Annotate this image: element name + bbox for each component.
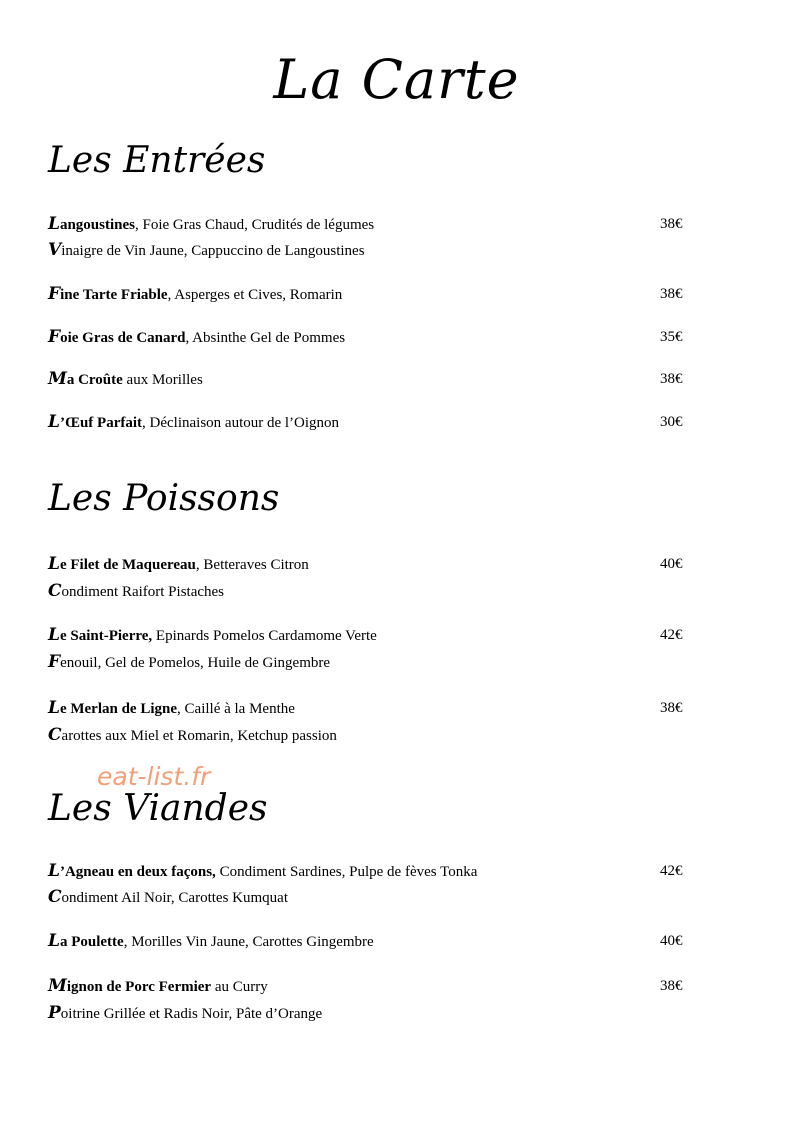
dish-description: , Asperges et Cives, Romarin [167, 287, 343, 303]
dish-name: ine Tarte Friable [60, 287, 168, 303]
dish-name: e Filet de Maquereau [59, 557, 196, 573]
section-title-poissons: Les Poissons [48, 478, 280, 519]
dish-price: 38€ [660, 978, 683, 994]
menu-item-agneau: L’Agneau en deux façons, Condiment Sardines, Pulpe de fèves Tonka [48, 861, 478, 881]
menu-item-merlan: Le Merlan de Ligne, Caillé à la Menthe [48, 698, 295, 718]
dish-description-line2: Condiment Raifort Pistaches [48, 581, 225, 601]
dish-description: , Foie Gras Chaud, Crudités de légumes [134, 217, 375, 233]
dish-price: 38€ [660, 216, 683, 232]
dish-description: , Betteraves Citron [195, 557, 309, 573]
dish-description: , Déclinaison autour de l’Oignon [142, 415, 340, 431]
dish-price: 35€ [660, 329, 683, 345]
section-title-viandes: Les Viandes [48, 788, 268, 829]
menu-item-oeuf-parfait: L’Œuf Parfait, Déclinaison autour de l’Oignon [48, 412, 340, 432]
watermark: eat-list.fr [97, 762, 211, 791]
dish-name: ignon de Porc Fermier [66, 979, 212, 995]
menu-item-saint-pierre: Le Saint-Pierre, Epinards Pomelos Cardamome Verte [48, 625, 377, 645]
dish-description: Epinards Pomelos Cardamome Verte [152, 628, 377, 644]
dish-description: , Absinthe Gel de Pommes [185, 330, 346, 346]
dish-name: a Poulette [59, 934, 124, 950]
dish-description-line2: Poitrine Grillée et Radis Noir, Pâte d’Orange [48, 1003, 323, 1023]
section-title-entrees: Les Entrées [48, 140, 266, 181]
menu-item-maquereau: Le Filet de Maquereau, Betteraves Citron [48, 554, 309, 574]
dish-price: 30€ [660, 414, 683, 430]
dish-price: 38€ [660, 286, 683, 302]
dish-description-line2: Vinaigre de Vin Jaune, Cappuccino de Langoustines [48, 240, 365, 260]
dish-name: e Saint-Pierre, [59, 628, 153, 644]
menu-item-foie-gras: Foie Gras de Canard, Absinthe Gel de Pommes [48, 327, 346, 347]
menu-item-mignon-porc: Mignon de Porc Fermier au Curry [48, 976, 268, 996]
dish-name: angoustines [59, 217, 135, 233]
dish-description-line2: Carottes aux Miel et Romarin, Ketchup passion [48, 725, 337, 745]
dish-price: 42€ [660, 863, 683, 879]
dish-price: 38€ [660, 371, 683, 387]
dish-description: Condiment Sardines, Pulpe de fèves Tonka [215, 864, 478, 880]
menu-item-poulette: La Poulette, Morilles Vin Jaune, Carottes Gingembre [48, 931, 374, 951]
dish-price: 40€ [660, 933, 683, 949]
dish-name: ’Œuf Parfait [59, 415, 143, 431]
dish-name: a Croûte [66, 372, 123, 388]
menu-item-langoustines: Langoustines, Foie Gras Chaud, Crudités de légumes [48, 214, 375, 234]
dish-price: 38€ [660, 700, 683, 716]
dish-description-line2: Condiment Ail Noir, Carottes Kumquat [48, 887, 288, 907]
menu-item-croute: Ma Croûte aux Morilles [48, 369, 203, 389]
dish-description: au Curry [211, 979, 268, 995]
dish-name: oie Gras de Canard [60, 330, 186, 346]
dish-description: , Caillé à la Menthe [177, 701, 295, 717]
dish-name: e Merlan de Ligne [59, 701, 178, 717]
dish-name: ’Agneau en deux façons, [59, 864, 216, 880]
dish-price: 40€ [660, 556, 683, 572]
dish-description: , Morilles Vin Jaune, Carottes Gingembre [123, 934, 374, 950]
dish-description: aux Morilles [122, 372, 203, 388]
dish-description-line2: Fenouil, Gel de Pomelos, Huile de Gingembre [48, 652, 331, 672]
page-title: La Carte [273, 48, 520, 111]
menu-item-tarte-friable: Fine Tarte Friable, Asperges et Cives, Romarin [48, 284, 343, 304]
dish-price: 42€ [660, 627, 683, 643]
